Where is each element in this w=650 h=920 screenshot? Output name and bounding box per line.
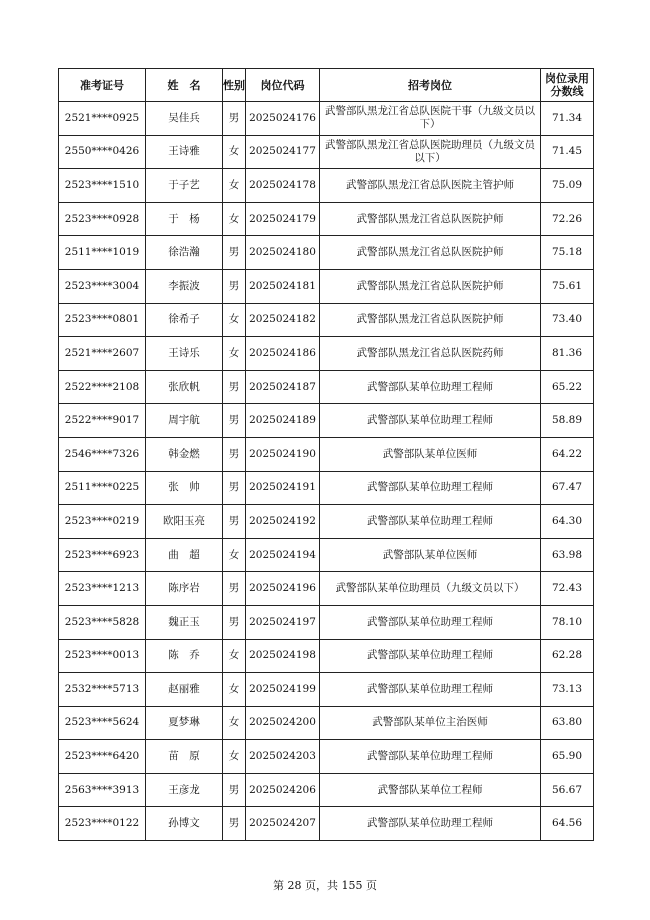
cell-name: 王诗乐: [146, 337, 223, 371]
cell-position: 武警部队某单位助理工程师: [320, 807, 541, 841]
cell-exam-id: 2521****0925: [59, 102, 146, 136]
cell-name: 张欣帆: [146, 370, 223, 404]
cell-gender: 男: [223, 404, 246, 438]
cell-exam-id: 2546****7326: [59, 437, 146, 471]
table-row: [59, 807, 594, 841]
cell-position-code: 2025024186: [246, 337, 320, 371]
cell-position: 武警部队某单位助理工程师: [320, 471, 541, 505]
cell-gender: 男: [223, 605, 246, 639]
cell-exam-id: 2523****5624: [59, 706, 146, 740]
table-row: [59, 202, 594, 236]
table-row: [59, 437, 594, 471]
cell-position-code: 2025024199: [246, 673, 320, 707]
cell-gender: 男: [223, 773, 246, 807]
table-body: [59, 102, 594, 841]
cell-score: 71.45: [541, 135, 594, 169]
cell-exam-id: 2523****1510: [59, 169, 146, 203]
cell-score: 75.61: [541, 269, 594, 303]
cell-position-code: 2025024203: [246, 740, 320, 774]
cell-position-code: 2025024178: [246, 169, 320, 203]
table-row: [59, 236, 594, 270]
cell-position-code: 2025024207: [246, 807, 320, 841]
cell-name: 于 杨: [146, 202, 223, 236]
cell-gender: 女: [223, 706, 246, 740]
cell-exam-id: 2523****0801: [59, 303, 146, 337]
cell-exam-id: 2532****5713: [59, 673, 146, 707]
table-row: [59, 740, 594, 774]
cell-score: 62.28: [541, 639, 594, 673]
cell-name: 李振波: [146, 269, 223, 303]
cell-name: 欧阳玉亮: [146, 505, 223, 539]
cell-name: 曲 超: [146, 538, 223, 572]
cell-name: 吴佳兵: [146, 102, 223, 136]
cell-exam-id: 2523****6420: [59, 740, 146, 774]
cell-gender: 女: [223, 202, 246, 236]
cell-gender: 男: [223, 236, 246, 270]
cell-position: 武警部队黑龙江省总队医院护师: [320, 202, 541, 236]
cell-position: 武警部队黑龙江省总队医院干事（九级文员以下）: [320, 102, 541, 136]
cell-position: 武警部队黑龙江省总队医院护师: [320, 236, 541, 270]
table-row: [59, 303, 594, 337]
cell-gender: 男: [223, 102, 246, 136]
cell-name: 苗 原: [146, 740, 223, 774]
cell-score: 64.22: [541, 437, 594, 471]
cell-position: 武警部队某单位主治医师: [320, 706, 541, 740]
table-row: [59, 370, 594, 404]
cell-score: 64.30: [541, 505, 594, 539]
cell-gender: 男: [223, 437, 246, 471]
header-position: 招考岗位: [320, 69, 541, 102]
cell-exam-id: 2522****2108: [59, 370, 146, 404]
cell-score: 63.80: [541, 706, 594, 740]
cell-exam-id: 2563****3913: [59, 773, 146, 807]
cell-exam-id: 2511****0225: [59, 471, 146, 505]
cell-score: 58.89: [541, 404, 594, 438]
cell-exam-id: 2523****0013: [59, 639, 146, 673]
cell-exam-id: 2523****1213: [59, 572, 146, 606]
cell-name: 陈 乔: [146, 639, 223, 673]
table-row: [59, 404, 594, 438]
table-row: [59, 135, 594, 169]
admission-score-table: [58, 68, 594, 841]
cell-position: 武警部队某单位工程师: [320, 773, 541, 807]
cell-name: 韩金燃: [146, 437, 223, 471]
table-row: [59, 505, 594, 539]
table-row: [59, 102, 594, 136]
cell-exam-id: 2523****6923: [59, 538, 146, 572]
cell-gender: 男: [223, 370, 246, 404]
cell-exam-id: 2523****3004: [59, 269, 146, 303]
cell-name: 孙博文: [146, 807, 223, 841]
header-position-code: 岗位代码: [246, 69, 320, 102]
cell-score: 72.26: [541, 202, 594, 236]
cell-gender: 女: [223, 169, 246, 203]
cell-position-code: 2025024187: [246, 370, 320, 404]
cell-position-code: 2025024190: [246, 437, 320, 471]
cell-gender: 女: [223, 639, 246, 673]
header-name: 姓 名: [146, 69, 223, 102]
cell-position: 武警部队黑龙江省总队医院助理员（九级文员以下）: [320, 135, 541, 169]
cell-position: 武警部队某单位助理工程师: [320, 639, 541, 673]
cell-gender: 女: [223, 740, 246, 774]
cell-position: 武警部队黑龙江省总队医院护师: [320, 303, 541, 337]
table-row: [59, 337, 594, 371]
table-row: [59, 773, 594, 807]
cell-exam-id: 2511****1019: [59, 236, 146, 270]
table-row: [59, 706, 594, 740]
cell-name: 陈序岩: [146, 572, 223, 606]
cell-position-code: 2025024181: [246, 269, 320, 303]
cell-score: 73.13: [541, 673, 594, 707]
cell-position-code: 2025024206: [246, 773, 320, 807]
header-gender: 性别: [223, 69, 246, 102]
cell-position-code: 2025024196: [246, 572, 320, 606]
cell-name: 赵丽雅: [146, 673, 223, 707]
cell-exam-id: 2550****0426: [59, 135, 146, 169]
cell-position: 武警部队某单位医师: [320, 538, 541, 572]
cell-position-code: 2025024182: [246, 303, 320, 337]
cell-gender: 女: [223, 135, 246, 169]
table-row: [59, 572, 594, 606]
cell-name: 张 帅: [146, 471, 223, 505]
cell-position-code: 2025024189: [246, 404, 320, 438]
cell-gender: 男: [223, 572, 246, 606]
cell-gender: 男: [223, 471, 246, 505]
cell-position-code: 2025024177: [246, 135, 320, 169]
cell-score: 75.18: [541, 236, 594, 270]
cell-gender: 女: [223, 538, 246, 572]
cell-name: 王诗雅: [146, 135, 223, 169]
cell-position-code: 2025024191: [246, 471, 320, 505]
cell-score: 73.40: [541, 303, 594, 337]
cell-position-code: 2025024176: [246, 102, 320, 136]
cell-position-code: 2025024197: [246, 605, 320, 639]
cell-score: 64.56: [541, 807, 594, 841]
cell-position-code: 2025024192: [246, 505, 320, 539]
header-score-line: 岗位录用分数线: [541, 69, 594, 102]
cell-position: 武警部队黑龙江省总队医院主管护师: [320, 169, 541, 203]
cell-score: 65.90: [541, 740, 594, 774]
cell-exam-id: 2523****0928: [59, 202, 146, 236]
cell-gender: 女: [223, 673, 246, 707]
cell-name: 周宇航: [146, 404, 223, 438]
cell-name: 夏梦琳: [146, 706, 223, 740]
cell-position: 武警部队某单位助理员（九级文员以下）: [320, 572, 541, 606]
cell-name: 徐希子: [146, 303, 223, 337]
cell-name: 于子艺: [146, 169, 223, 203]
cell-position-code: 2025024179: [246, 202, 320, 236]
header-exam-id: 准考证号: [59, 69, 146, 102]
cell-score: 67.47: [541, 471, 594, 505]
cell-exam-id: 2523****0219: [59, 505, 146, 539]
cell-position: 武警部队某单位助理工程师: [320, 605, 541, 639]
cell-position: 武警部队某单位助理工程师: [320, 740, 541, 774]
cell-score: 72.43: [541, 572, 594, 606]
table-row: [59, 673, 594, 707]
cell-position: 武警部队某单位助理工程师: [320, 673, 541, 707]
cell-position-code: 2025024194: [246, 538, 320, 572]
cell-position: 武警部队某单位助理工程师: [320, 370, 541, 404]
cell-name: 王彦龙: [146, 773, 223, 807]
cell-position-code: 2025024200: [246, 706, 320, 740]
table-header-row: [59, 69, 594, 102]
table-row: [59, 471, 594, 505]
cell-position: 武警部队黑龙江省总队医院药师: [320, 337, 541, 371]
table-row: [59, 605, 594, 639]
cell-score: 65.22: [541, 370, 594, 404]
cell-position-code: 2025024198: [246, 639, 320, 673]
cell-gender: 女: [223, 303, 246, 337]
cell-position: 武警部队某单位医师: [320, 437, 541, 471]
cell-position-code: 2025024180: [246, 236, 320, 270]
table-row: [59, 538, 594, 572]
cell-score: 81.36: [541, 337, 594, 371]
cell-score: 71.34: [541, 102, 594, 136]
table-row: [59, 269, 594, 303]
cell-name: 徐浩瀚: [146, 236, 223, 270]
cell-exam-id: 2523****5828: [59, 605, 146, 639]
cell-exam-id: 2523****0122: [59, 807, 146, 841]
table-row: [59, 169, 594, 203]
cell-score: 75.09: [541, 169, 594, 203]
cell-score: 78.10: [541, 605, 594, 639]
cell-exam-id: 2521****2607: [59, 337, 146, 371]
cell-position: 武警部队某单位助理工程师: [320, 505, 541, 539]
page-number: 第 28 页，共 155 页: [273, 879, 377, 892]
cell-gender: 女: [223, 337, 246, 371]
cell-gender: 男: [223, 269, 246, 303]
cell-gender: 男: [223, 807, 246, 841]
cell-score: 56.67: [541, 773, 594, 807]
cell-exam-id: 2522****9017: [59, 404, 146, 438]
table-row: [59, 639, 594, 673]
cell-name: 魏正玉: [146, 605, 223, 639]
cell-position: 武警部队黑龙江省总队医院护师: [320, 269, 541, 303]
cell-gender: 男: [223, 505, 246, 539]
cell-score: 63.98: [541, 538, 594, 572]
cell-position: 武警部队某单位助理工程师: [320, 404, 541, 438]
